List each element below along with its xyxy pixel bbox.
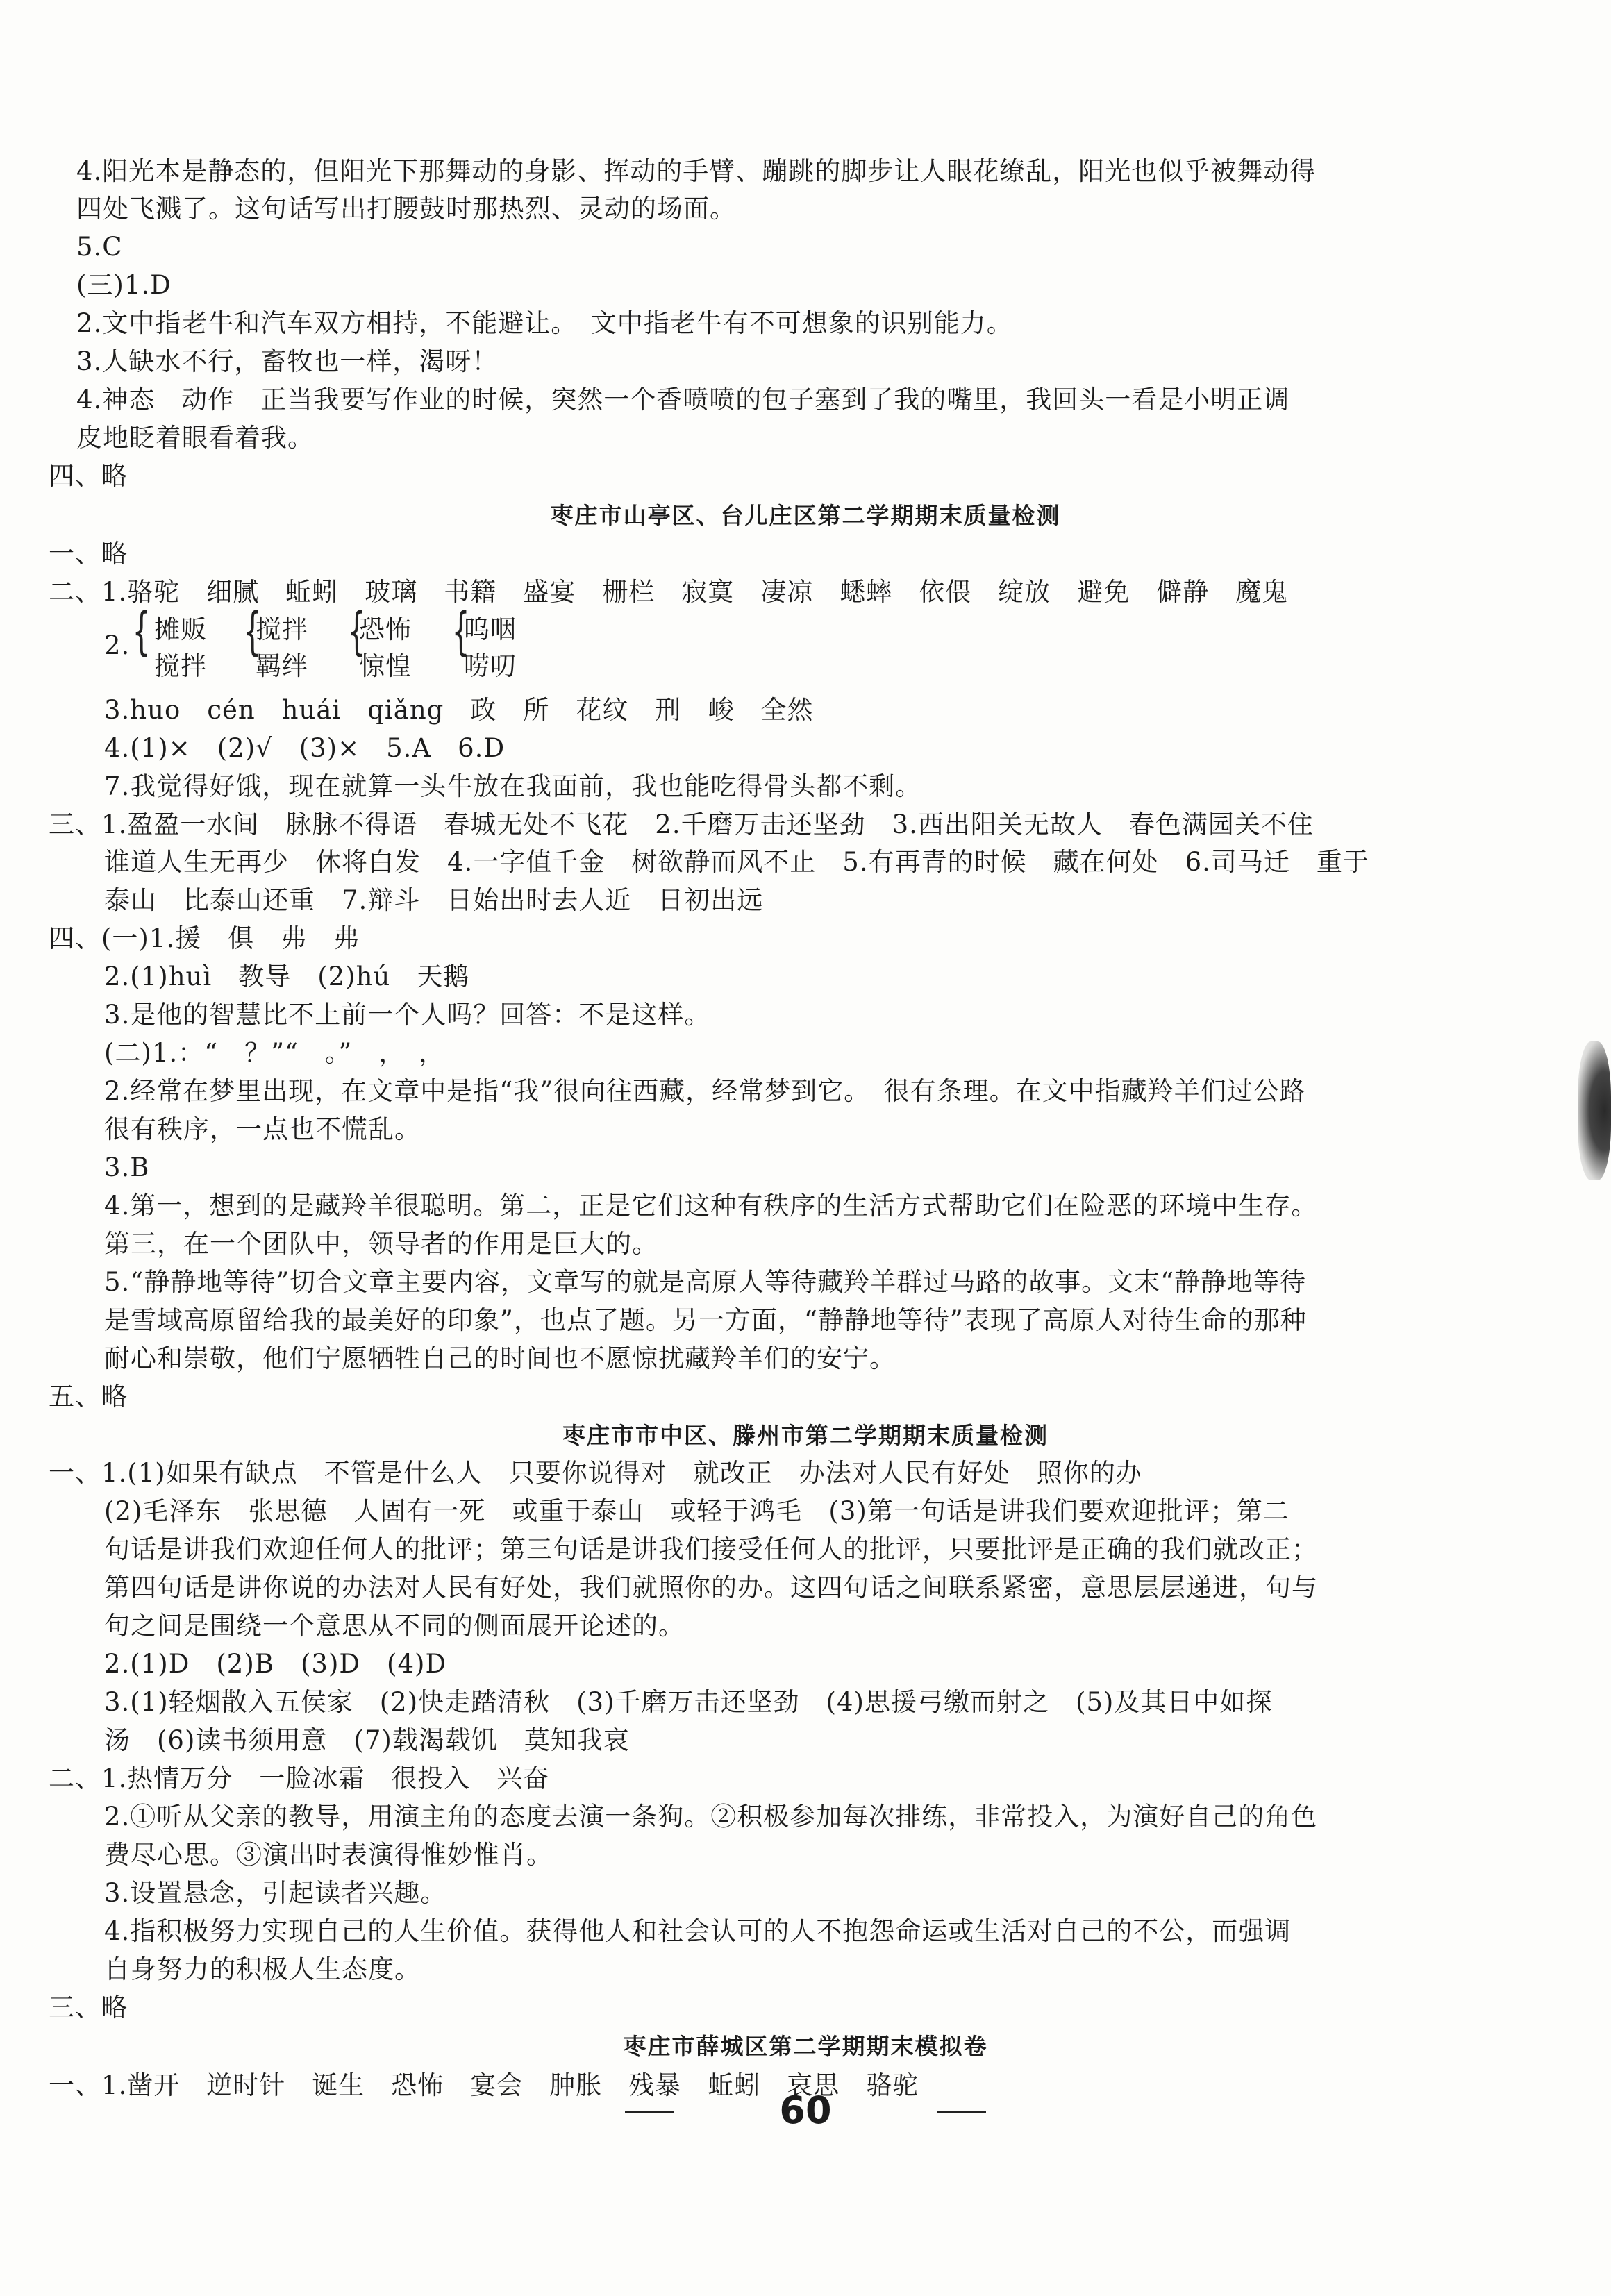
group-word: 羁绊 — [256, 651, 308, 681]
text-line: 一、1.凿开 逆时针 诞生 恐怖 宴会 肿胀 残暴 蚯蚓 哀思 骆驼 — [49, 2070, 919, 2100]
exam-title: 枣庄市薛城区第二学期期末模拟卷 — [623, 2033, 988, 2060]
text-line: 耐心和崇敬，他们宁愿牺牲自己的时间也不愿惊扰藏羚羊们的安宁。 — [104, 1343, 896, 1373]
group-word: 搅拌 — [256, 614, 308, 644]
page-number: 60 — [779, 2088, 832, 2132]
text-line: 皮地眨着眼看着我。 — [76, 423, 314, 453]
section-heading: 五、略 — [49, 1382, 128, 1411]
text-line: 3.(1)轻烟散入五侯家 (2)快走踏清秋 (3)千磨万击还坚劲 (4)思援弓缴而射之 (5)及其日中如探 — [104, 1687, 1273, 1717]
page-number-dash-right — [937, 2111, 986, 2113]
text-line: 3.huo cén huái qiǎng 政 所 花纹 刑 峻 全然 — [104, 695, 814, 725]
text-line: 谁道人生无再少 休将白发 4.一字值千金 树欲静而风不止 5.有再青的时候 藏在何处 6.司马迁 重于 — [104, 847, 1369, 877]
text-line: 自身努力的积极人生态度。 — [104, 1954, 421, 1984]
text-line: 二、1.骆驼 细腻 蚯蚓 玻璃 书籍 盛宴 栅栏 寂寞 凄凉 蟋蟀 依偎 绽放 避免 僻静 魔鬼 — [49, 577, 1289, 607]
group-word: 恐怖 — [359, 614, 412, 644]
text-line: 5.C — [76, 232, 123, 262]
exam-title: 枣庄市市中区、滕州市第二学期期末质量检测 — [562, 1422, 1049, 1449]
text-line: 二、1.热情万分 一脸冰霜 很投入 兴奋 — [49, 1763, 550, 1793]
text-line: 第三，在一个团队中，领导者的作用是巨大的。 — [104, 1229, 658, 1259]
scan-smudge — [1578, 1041, 1611, 1180]
text-line: 句话是讲我们欢迎任何人的批评；第三句话是讲我们接受任何人的批评，只要批评是正确的我们就改正； — [104, 1534, 1318, 1564]
exam-title: 枣庄市山亭区、台儿庄区第二学期期末质量检测 — [550, 502, 1061, 529]
text-line: 2.经常在梦里出现，在文章中是指“我”很向往西藏，经常梦到它。 很有条理。在文中指藏羚羊们过公路 — [104, 1076, 1306, 1106]
text-line: 2.①听从父亲的教导，用演主角的态度去演一条狗。②积极参加每次排练，非常投入，为演好自己的角色 — [104, 1802, 1318, 1832]
text-line: 句之间是围绕一个意思从不同的侧面展开论述的。 — [104, 1611, 685, 1641]
text-line: 2.(1)huì 教导 (2)hú 天鹅 — [104, 962, 470, 991]
section-heading: 三、略 — [49, 1993, 128, 2022]
text-line: 四、(一)1.援 俱 弗 弗 — [49, 923, 360, 953]
text-line: 2.文中指老牛和汽车双方相持，不能避让。 文中指老牛有不可想象的识别能力。 — [76, 308, 1013, 338]
text-line: 一、1.(1)如果有缺点 不管是什么人 只要你说得对 就改正 办法对人民有好处 照你的办 — [49, 1458, 1142, 1488]
text-line: 7.我觉得好饿，现在就算一头牛放在我面前，我也能吃得骨头都不剩。 — [104, 771, 922, 801]
text-line: (三)1.D — [76, 270, 172, 300]
group-word: 唠叨 — [464, 651, 517, 681]
text-line: 3.是他的智慧比不上前一个人吗？回答：不是这样。 — [104, 1000, 711, 1030]
brace-icon: { — [132, 602, 151, 662]
text-line: (二)1.：“ ？”“ 。” ， ， — [104, 1038, 445, 1068]
group-word: 搅拌 — [154, 651, 207, 681]
text-line: 4.第一，想到的是藏羚羊很聪明。第二，正是它们这种有秩序的生活方式帮助它们在险恶的环境中生存。 — [104, 1191, 1318, 1221]
brace-icon: { — [243, 602, 262, 662]
text-line: 3.人缺水不行，畜牧也一样，渴呀！ — [76, 346, 499, 376]
text-line: 第四句话是讲你说的办法对人民有好处，我们就照你的办。这四句话之间联系紧密，意思层层递进，句与 — [104, 1573, 1318, 1602]
section-heading: 四、略 — [49, 461, 128, 491]
text-line: 费尽心思。③演出时表演得惟妙惟肖。 — [104, 1840, 553, 1870]
text-line: 汤 (6)读书须用意 (7)载渴载饥 莫知我哀 — [104, 1725, 630, 1755]
text-line: 泰山 比泰山还重 7.辩斗 日始出时去人近 日初出远 — [104, 885, 764, 915]
brace-icon: { — [347, 602, 366, 662]
brace-icon: { — [451, 602, 470, 662]
text-line: 2.(1)D (2)B (3)D (4)D — [104, 1649, 447, 1679]
text-line: 很有秩序，一点也不慌乱。 — [104, 1114, 421, 1144]
text-line: 4.神态 动作 正当我要写作业的时候，突然一个香喷喷的包子塞到了我的嘴里，我回头一看是小明正调 — [76, 385, 1290, 414]
text-line: 是雪域高原留给我的最美好的印象”，也点了题。另一方面，“静静地等待”表现了高原人对待生命的那种 — [104, 1305, 1307, 1335]
text-line: (2)毛泽东 张思德 人固有一死 或重于泰山 或轻于鸿毛 (3)第一句话是讲我们要欢迎批评；第二 — [104, 1496, 1289, 1526]
text-line: 四处飞溅了。这句话写出打腰鼓时那热烈、灵动的场面。 — [76, 194, 736, 224]
group-word: 惊惶 — [359, 651, 412, 681]
group-word: 呜咽 — [464, 614, 517, 644]
question-number: 2. — [104, 630, 131, 660]
group-word: 摊贩 — [154, 614, 207, 644]
text-line: 4.阳光本是静态的，但阳光下那舞动的身影、挥动的手臂、蹦跳的脚步让人眼花缭乱，阳光也似乎被舞动得 — [76, 156, 1317, 186]
text-line: 5.“静静地等待”切合文章主要内容，文章写的就是高原人等待藏羚羊群过马路的故事。文末“静静地等待 — [104, 1267, 1307, 1297]
text-line: 4.(1)× (2)√ (3)× 5.A 6.D — [104, 733, 506, 763]
text-line: 三、1.盈盈一水间 脉脉不得语 春城无处不飞花 2.千磨万击还坚劲 3.西出阳关无故人 春色满园关不住 — [49, 810, 1314, 839]
text-line: 4.指积极努力实现自己的人生价值。获得他人和社会认可的人不抱怨命运或生活对自己的不公，而强调 — [104, 1916, 1292, 1946]
text-line: 3.B — [104, 1153, 150, 1182]
section-heading: 一、略 — [49, 539, 128, 569]
text-line: 3.设置悬念，引起读者兴趣。 — [104, 1878, 447, 1908]
